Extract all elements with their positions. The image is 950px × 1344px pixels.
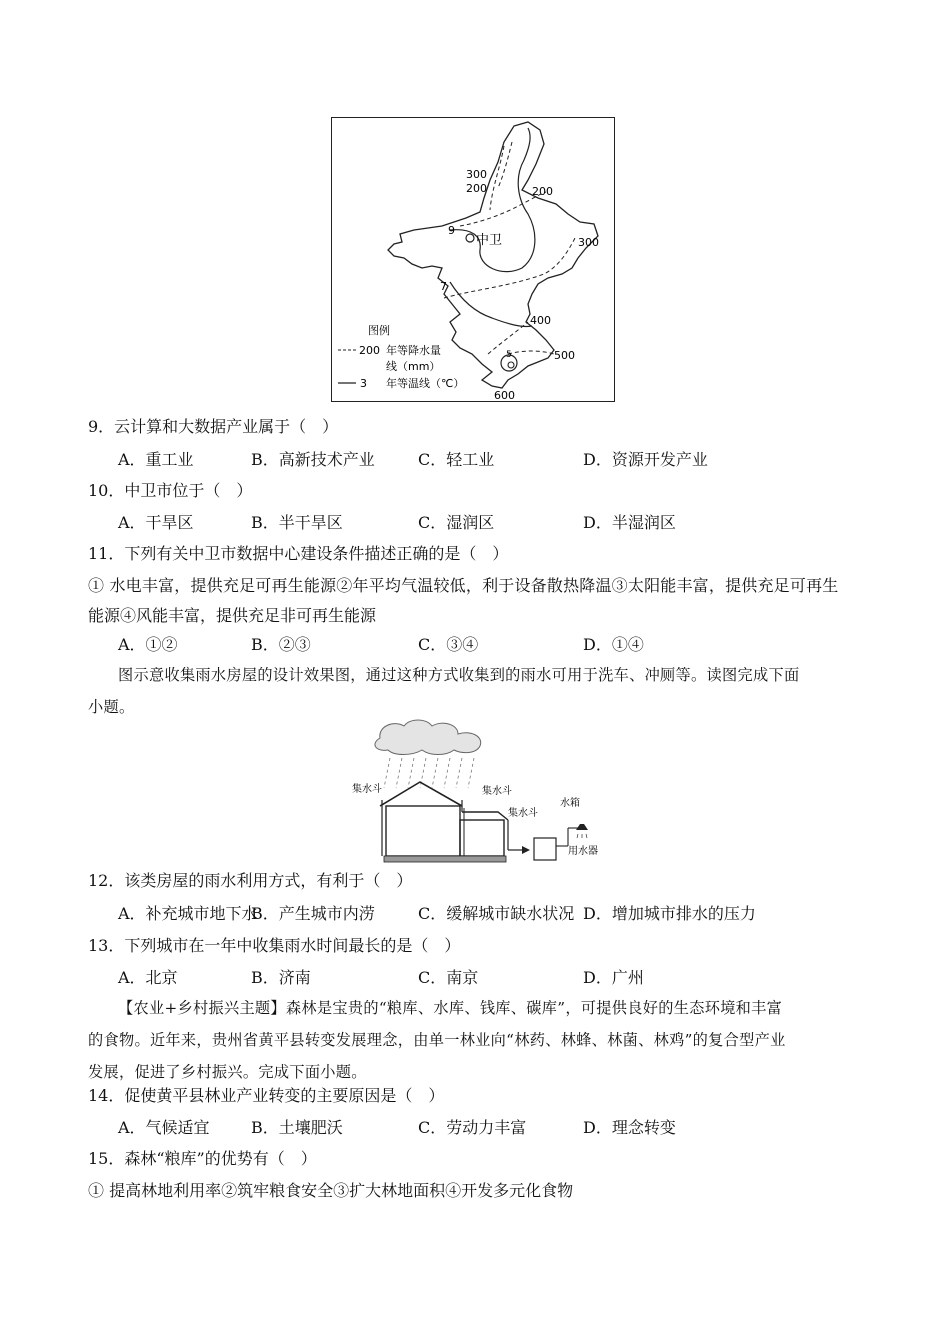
q13-option-d: D．广州 [583, 968, 644, 987]
legend-temp-label: 年等温线（℃） [386, 377, 465, 390]
house-svg [350, 716, 600, 864]
q12-option-a: A．补充城市地下水 [118, 904, 258, 923]
rain-collection-house-figure [350, 716, 600, 864]
q9-option-c: C．轻工业 [418, 450, 495, 469]
question-13-stem: 13．下列城市在一年中收集雨水时间最长的是（ ） [88, 936, 461, 955]
question-11-statements-line-2: 能源④风能丰富，提供充足非可再生能源 [88, 606, 377, 625]
question-15-stem: 15．森林“粮库”的优势有（ ） [88, 1149, 317, 1168]
forest-passage [88, 992, 863, 1088]
legend-rain-label-1: 年等降水量 [386, 344, 441, 357]
q13-option-b: B．济南 [251, 968, 311, 987]
rain-passage-line-1: 图示意收集雨水房屋的设计效果图，通过这种方式收集到的雨水可用于洗车、冲厕等。读图完成下面 [118, 666, 800, 684]
legend-rain-label-2: 线（mm） [386, 360, 441, 373]
shower-head-icon [576, 824, 588, 830]
ningxia-map-figure [331, 117, 615, 402]
q13-option-a: A．北京 [118, 968, 178, 987]
city-label: 中卫 [476, 233, 503, 248]
rain-streaks [384, 758, 474, 788]
q11-option-c: C．③④ [418, 635, 479, 654]
map-svg [332, 118, 616, 403]
isohyet-label-300-top: 300 [466, 168, 487, 181]
isohyet-label-200-top: 200 [466, 182, 487, 195]
label-right-hopper: 集水斗 [482, 786, 512, 797]
q14-option-a: A．气候适宜 [118, 1118, 210, 1137]
legend-title: 图例 [368, 324, 390, 337]
rain-passage-line-2: 小题。 [88, 698, 135, 716]
shower-drops [577, 834, 587, 838]
isohyet-line-500 [508, 351, 554, 354]
forest-passage-line-3: 发展，促进了乡村振兴。完成下面小题。 [88, 1063, 367, 1081]
label-device: 用水器 [568, 846, 598, 857]
q14-option-c: C．劳动力丰富 [418, 1118, 527, 1137]
q10-option-b: B．半干旱区 [251, 513, 343, 532]
legend-rain-value: 200 [359, 344, 380, 357]
q11-option-b: B．②③ [251, 635, 311, 654]
isohyet-label-500: 500 [554, 349, 575, 362]
q13-option-c: C．南京 [418, 968, 479, 987]
q12-option-c: C．缓解城市缺水状况 [418, 904, 575, 923]
forest-passage-line-2: 的食物。近年来，贵州省黄平县转变发展理念，由单一林业向“林药、林蜂、林菌、林鸡”的复合型产业 [88, 1031, 786, 1049]
house-foundation [384, 856, 506, 862]
cloud-shape [375, 720, 481, 755]
q9-option-d: D．资源开发产业 [583, 450, 708, 469]
q10-option-c: C．湿润区 [418, 513, 495, 532]
q9-option-a: A．重工业 [118, 450, 194, 469]
isohyet-line-300-right [444, 236, 576, 298]
q10-option-d: D．半湿润区 [583, 513, 676, 532]
q11-option-a: A．①② [118, 635, 178, 654]
q9-option-b: B．高新技术产业 [251, 450, 375, 469]
question-12-stem: 12．该类房屋的雨水利用方式，有利于（ ） [88, 871, 413, 890]
forest-passage-line-1: 【农业+乡村振兴主题】森林是宝贵的“粮库、水库、钱库、碳库”，可提供良好的生态环境和丰富 [118, 999, 783, 1017]
isotherm-label-7: 7 [440, 280, 447, 293]
question-9-stem: 9．云计算和大数据产业属于（ ） [88, 417, 339, 436]
isohyet-label-600: 600 [494, 389, 515, 402]
isohyet-label-200-right: 200 [532, 185, 553, 198]
q11-option-d: D．①④ [583, 635, 644, 654]
isohyet-line-200 [498, 142, 512, 188]
house-lower-roof [462, 812, 508, 820]
house-annex [460, 820, 504, 856]
label-lower-hopper: 集水斗 [508, 808, 538, 819]
question-14-stem: 14．促使黄平县林业产业转变的主要原因是（ ） [88, 1086, 445, 1105]
isohyet-label-300-right: 300 [578, 236, 599, 249]
q12-option-d: D．增加城市排水的压力 [583, 904, 756, 923]
city-marker [466, 234, 474, 242]
house-roof [380, 782, 462, 806]
q14-option-d: D．理念转变 [583, 1118, 676, 1137]
isotherm-line-7 [450, 282, 532, 327]
question-10-stem: 10．中卫市位于（ ） [88, 481, 253, 500]
question-15-statements: ① 提高林地利用率②筑牢粮食安全③扩大林地面积④开发多元化食物 [88, 1181, 574, 1200]
rain-house-passage [88, 659, 863, 723]
flow-arrow [522, 846, 530, 854]
isotherm-5-inner [508, 362, 514, 368]
legend-temp-value: 3 [360, 377, 367, 390]
isotherm-label-5: 5 [506, 350, 512, 360]
water-tank [534, 838, 556, 860]
question-11-statements-line-1: ① 水电丰富，提供充足可再生能源②年平均气温较低，利于设备散热降温③太阳能丰富，提供充足可再生 [88, 576, 839, 595]
question-11-stem: 11．下列有关中卫市数据中心建设条件描述正确的是（ ） [88, 544, 509, 563]
q10-option-a: A．干旱区 [118, 513, 194, 532]
isotherm-line-9 [450, 128, 535, 272]
isohyet-label-400: 400 [530, 314, 551, 327]
isotherm-label-9: 9 [448, 224, 455, 237]
label-tank: 水箱 [560, 798, 580, 809]
q14-option-b: B．土壤肥沃 [251, 1118, 343, 1137]
house-wall [386, 806, 460, 856]
label-left-hopper: 集水斗 [352, 784, 382, 795]
q12-option-b: B．产生城市内涝 [251, 904, 375, 923]
